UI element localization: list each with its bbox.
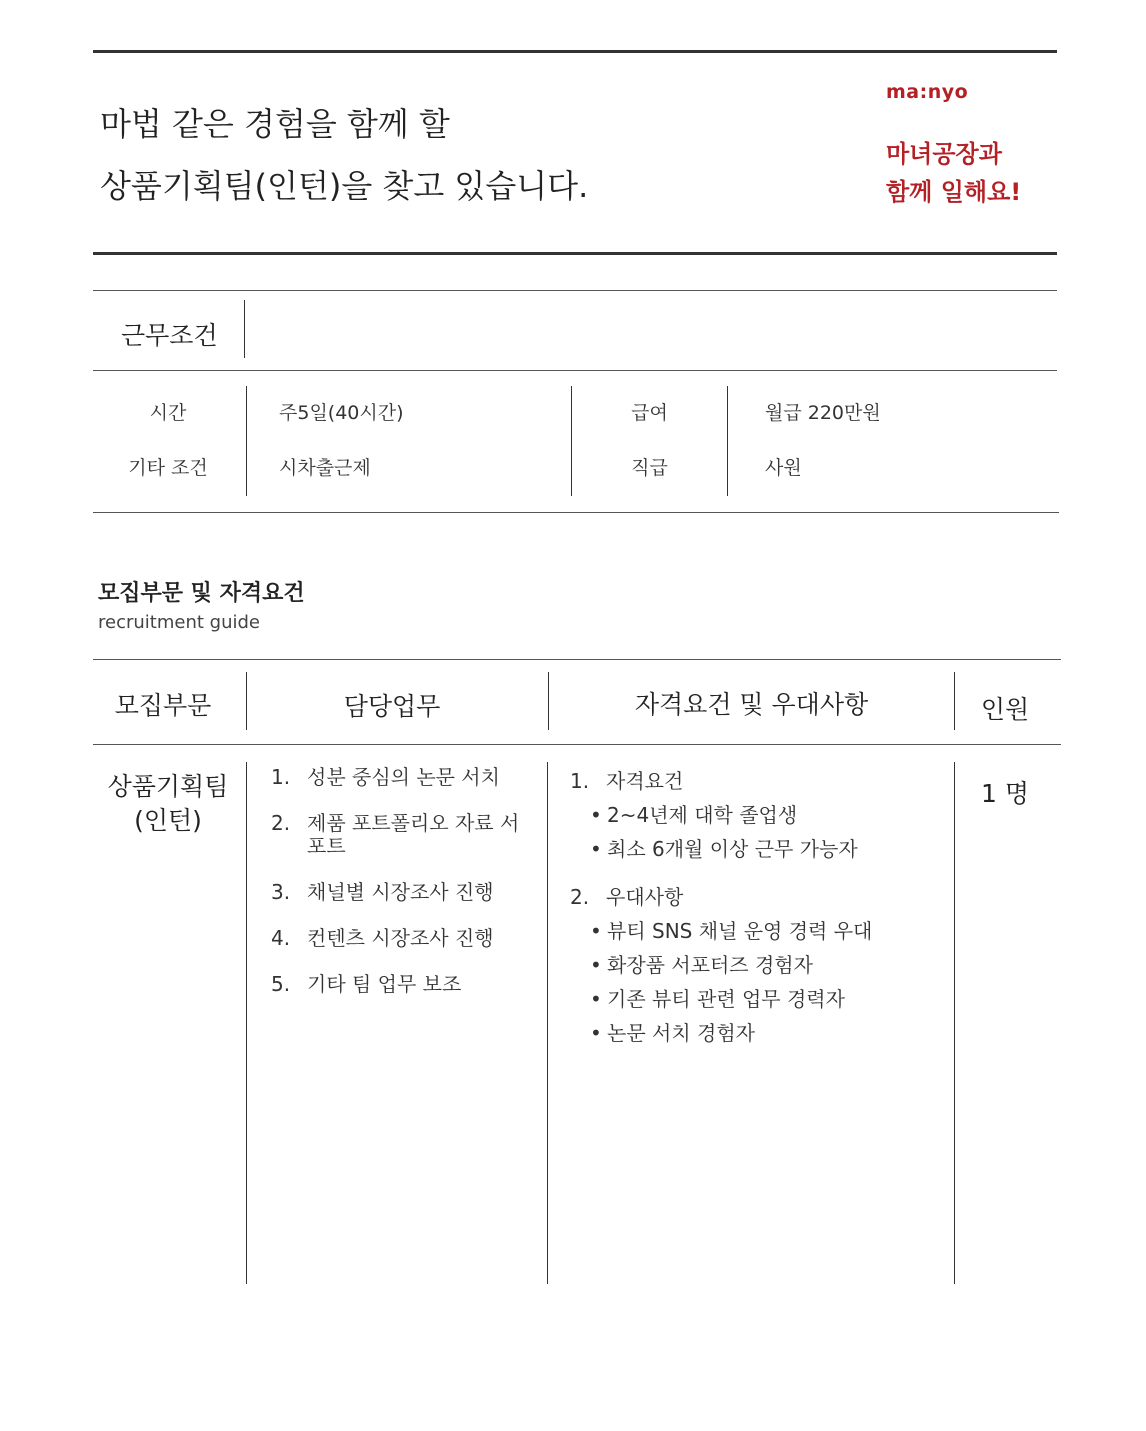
condition-label: 시간 (149, 402, 187, 424)
recruitment-title: 모집부문 및 자격요건 (98, 581, 305, 606)
recruitment-subtitle: recruitment guide (98, 612, 260, 633)
list-item: • 최소 6개월 이상 근무 가능자 (570, 837, 950, 861)
body-divider-1 (246, 762, 247, 1284)
brand-slogan-line-1: 마녀공장과 (886, 140, 1002, 168)
work-conditions-title: 근무조건 (121, 321, 218, 350)
column-header-qualifications: 자격요건 및 우대사항 (634, 690, 869, 719)
duty-text: 제품 포트폴리오 자료 서포트 (307, 811, 520, 858)
department-line-1: 상품기획팀 (107, 772, 229, 801)
headline-line-2: 상품기획팀(인턴)을 찾고 있습니다. (100, 167, 589, 205)
duty-text: 컨텐츠 시장조사 진행 (307, 926, 494, 950)
list-item: • 2~4년제 대학 졸업생 (570, 803, 950, 827)
duties-list (271, 766, 521, 996)
list-number: 2. (570, 885, 590, 909)
list-number: 5. (271, 972, 291, 996)
brand-logo: ma:nyo (886, 81, 969, 103)
qualifications-list (570, 803, 950, 861)
conditions-divider-3 (727, 386, 728, 496)
headcount: 1 명 (980, 779, 1029, 808)
condition-value: 월급 220만원 (765, 402, 881, 424)
conditions-bottom-rule (93, 512, 1059, 513)
qualifications-title: 자격요건 (606, 769, 684, 793)
recruitment-top-rule (93, 659, 1061, 660)
qualifications-heading (570, 769, 950, 793)
duty-text: 채널별 시장조사 진행 (307, 880, 494, 904)
condition-value: 시차출근제 (279, 457, 371, 479)
conditions-title-rule (93, 370, 1057, 371)
list-item: • 뷰티 SNS 채널 운영 경력 우대 (570, 919, 950, 943)
column-header-department: 모집부문 (114, 691, 212, 720)
condition-label: 기타 조건 (128, 457, 208, 479)
duty-text: 성분 중심의 논문 서치 (307, 765, 500, 789)
list-item (271, 881, 521, 904)
recruitment-header-rule (93, 744, 1061, 745)
header-top-rule (93, 50, 1057, 53)
list-number: 3. (271, 880, 291, 904)
duty-text: 기타 팀 업무 보조 (307, 972, 462, 996)
list-item (271, 766, 521, 789)
headline-line-1: 마법 같은 경험을 함께 할 (100, 105, 450, 143)
preferences-title: 우대사항 (606, 885, 684, 909)
qualifications-block (570, 769, 950, 1045)
body-divider-2 (547, 762, 548, 1284)
condition-value: 주5일(40시간) (279, 402, 404, 424)
brand-slogan-line-2: 함께 일해요! (886, 178, 1022, 206)
list-item: • 화장품 서포터즈 경험자 (570, 953, 950, 977)
header-bottom-rule (93, 252, 1057, 255)
list-number: 4. (271, 926, 291, 950)
list-number: 1. (271, 765, 291, 789)
preferences-list (570, 919, 950, 1045)
list-number: 2. (271, 811, 291, 835)
conditions-divider-1 (246, 386, 247, 496)
department-line-2: (인턴) (134, 806, 202, 835)
conditions-title-divider (244, 300, 245, 358)
condition-value: 사원 (765, 457, 802, 479)
conditions-top-rule (93, 290, 1057, 291)
body-divider-3 (954, 762, 955, 1284)
list-item: • 기존 뷰티 관련 업무 경력자 (570, 987, 950, 1011)
column-header-duties: 담당업무 (343, 692, 441, 721)
condition-label: 급여 (631, 402, 668, 424)
list-item: • 논문 서치 경험자 (570, 1021, 950, 1045)
list-item (271, 927, 521, 950)
list-item (271, 973, 521, 996)
condition-label: 직급 (631, 457, 668, 479)
brand-slogan (886, 135, 1021, 211)
list-number: 1. (570, 769, 590, 793)
list-item (271, 812, 521, 858)
column-header-headcount: 인원 (980, 695, 1030, 724)
department-name (93, 770, 243, 838)
preferences-heading (570, 885, 950, 909)
